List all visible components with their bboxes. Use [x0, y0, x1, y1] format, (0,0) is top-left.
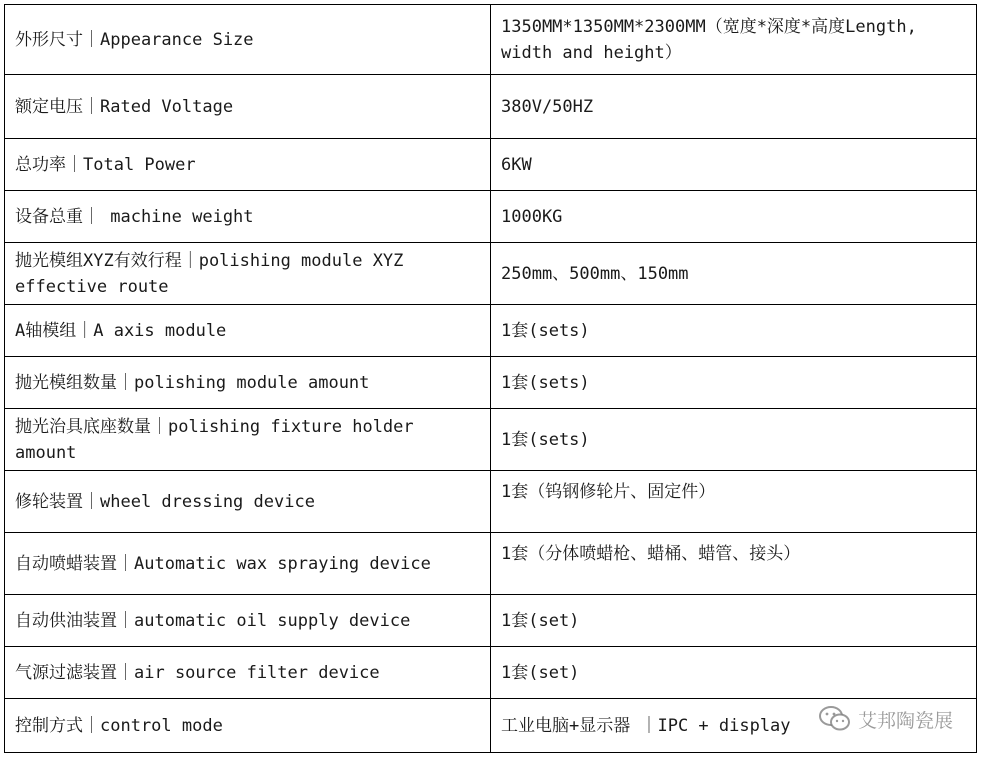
- spec-key: 抛光模组XYZ有效行程｜polishing module XYZ effective route: [5, 243, 491, 305]
- spec-value: 1套(sets): [491, 357, 977, 409]
- spec-key: 总功率｜Total Power: [5, 139, 491, 191]
- spec-key: 额定电压｜Rated Voltage: [5, 75, 491, 139]
- spec-key: 自动喷蜡装置｜Automatic wax spraying device: [5, 533, 491, 595]
- spec-key: 自动供油装置｜automatic oil supply device: [5, 595, 491, 647]
- spec-key: A轴模组｜A axis module: [5, 305, 491, 357]
- table-row: [5, 647, 977, 699]
- table-row: [5, 409, 977, 471]
- table-row: [5, 471, 977, 533]
- table-row: [5, 139, 977, 191]
- spec-value: 380V/50HZ: [491, 75, 977, 139]
- table-row: [5, 243, 977, 305]
- table-row: [5, 75, 977, 139]
- table-row: [5, 595, 977, 647]
- spec-key: 设备总重｜ machine weight: [5, 191, 491, 243]
- spec-value: 1350MM*1350MM*2300MM（宽度*深度*高度Length, width and height）: [491, 5, 977, 75]
- spec-value: 1000KG: [491, 191, 977, 243]
- table-row: [5, 5, 977, 75]
- spec-key: 修轮装置｜wheel dressing device: [5, 471, 491, 533]
- table-row: [5, 533, 977, 595]
- spec-key: 气源过滤装置｜air source filter device: [5, 647, 491, 699]
- spec-value: 250mm、500mm、150mm: [491, 243, 977, 305]
- spec-value: 1套(sets): [491, 409, 977, 471]
- spec-key: 抛光模组数量｜polishing module amount: [5, 357, 491, 409]
- spec-key: 抛光治具底座数量｜polishing fixture holder amount: [5, 409, 491, 471]
- spec-value: 6KW: [491, 139, 977, 191]
- table-row: [5, 357, 977, 409]
- spec-value: 1套(sets): [491, 305, 977, 357]
- spec-value: 1套（钨钢修轮片、固定件）: [491, 471, 977, 533]
- watermark-text: 艾邦陶瓷展: [857, 709, 953, 732]
- spec-value: 工业电脑+显示器 ｜IPC + display: [491, 699, 977, 753]
- spec-value: 1套(set): [491, 595, 977, 647]
- table-row: [5, 699, 977, 753]
- table-row: [5, 191, 977, 243]
- table-row: [5, 305, 977, 357]
- spec-table: [4, 4, 977, 753]
- spec-key: 控制方式｜control mode: [5, 699, 491, 753]
- spec-value: 1套(set): [491, 647, 977, 699]
- spec-key: 外形尺寸｜Appearance Size: [5, 5, 491, 75]
- spec-value: 1套（分体喷蜡枪、蜡桶、蜡管、接头）: [491, 533, 977, 595]
